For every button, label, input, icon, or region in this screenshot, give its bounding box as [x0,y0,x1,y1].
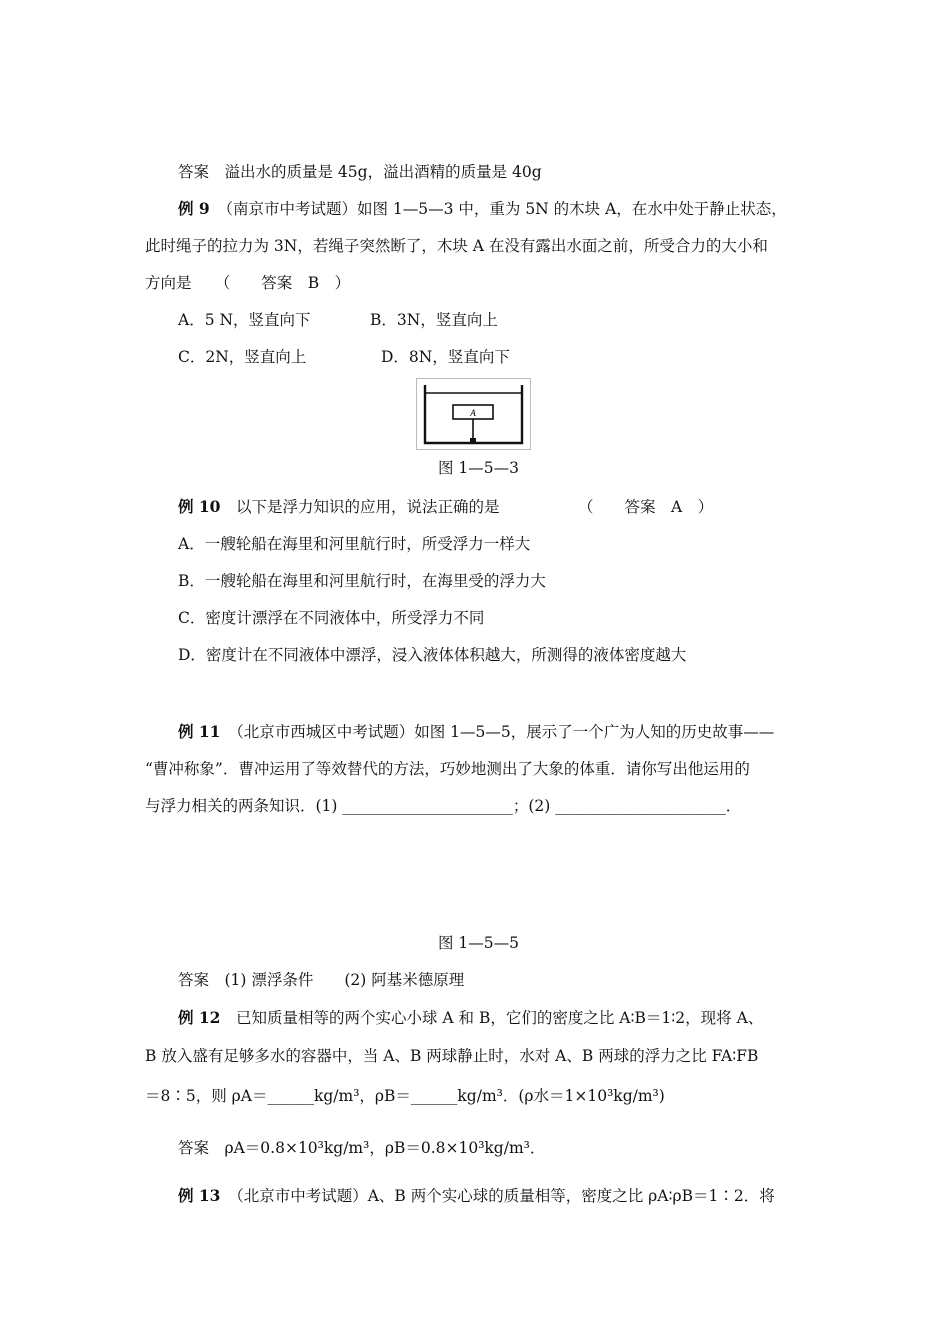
ex13-label: 例 13 [178,1186,221,1205]
caption-1-5-3: 图 1—5—3 [438,459,520,477]
ex9-line3: 方向是 （ 答案 B ） [145,274,351,292]
ex11-answer: 答案 (1) 漂浮条件 (2) 阿基米德原理 [178,971,465,989]
ex9-option-c: C．2N，竖直向上 [178,348,307,366]
ex9-option-d: D．8N，竖直向下 [381,348,510,366]
ex12-label: 例 12 [178,1008,221,1027]
ex13-line1 [178,1186,775,1206]
ex9-line1 [178,199,787,219]
ex12-answer: 答案 ρA＝0.8×10³kg/m³，ρB＝0.8×10³kg/m³． [178,1139,546,1157]
ex11-line3: 与浮力相关的两条知识．(1) ______________________；(2) ______________________． [145,797,742,815]
ex11-line1 [178,722,774,742]
caption-1-5-5: 图 1—5—5 [438,934,520,952]
ex9-label: 例 9 [178,199,210,218]
ex11-text1: （北京市西城区中考试题）如图 1—5—5，展示了一个广为人知的历史故事—— [235,723,775,741]
ex12-text1: 已知质量相等的两个实心小球 A 和 B，它们的密度之比 A∶B＝1∶2，现将 A、 [235,1009,764,1027]
ex9-option-b: B．3N，竖直向上 [370,311,498,329]
ex12-line2: B 放入盛有足够多水的容器中，当 A、B 两球静止时，水对 A、B 两球的浮力之比 FA∶FB [145,1047,759,1065]
ex10-option-b: B．一艘轮船在海里和河里航行时，在海里受的浮力大 [178,572,546,590]
ex10-text: 以下是浮力知识的应用，说法正确的是 [235,498,500,516]
ex10-line1 [178,497,500,517]
ex13-text1: （北京市中考试题）A、B 两个实心球的质量相等，密度之比 ρA∶ρB＝1∶2．将 [235,1187,775,1205]
block-label: A [470,408,476,418]
ex10-option-a: A．一艘轮船在海里和河里航行时，所受浮力一样大 [178,535,531,553]
ex11-line2: “曹冲称象”．曹冲运用了等效替代的方法，巧妙地测出了大象的体重．请你写出他运用的 [145,760,750,778]
ex9-text1: （南京市中考试题）如图 1—5—3 中，重为 5N 的木块 A，在水中处于静止状态， [225,200,787,218]
ex10-option-c: C．密度计漂浮在不同液体中，所受浮力不同 [178,609,485,627]
answer-ex8: 答案 溢出水的质量是 45g，溢出酒精的质量是 40g [178,163,542,181]
ex10-label: 例 10 [178,497,221,516]
rope-anchor [470,438,476,443]
ex9-option-a: A．5 N，竖直向下 [178,311,311,329]
ex9-line2: 此时绳子的拉力为 3N，若绳子突然断了，木块 A 在没有露出水面之前，所受合力的大小和 [145,237,768,255]
ex10-option-d: D．密度计在不同液体中漂浮，浸入液体体积越大，所测得的液体密度越大 [178,646,687,664]
figure-1-5-3 [416,378,531,450]
ex12-line3: ＝8∶5，则 ρA＝______kg/m³，ρB＝______kg/m³．(ρ水＝1×10³kg/m³) [145,1087,665,1105]
ex11-label: 例 11 [178,722,221,741]
ex12-line1 [178,1008,763,1028]
ex10-answer: （ 答案 A ） [578,498,714,516]
